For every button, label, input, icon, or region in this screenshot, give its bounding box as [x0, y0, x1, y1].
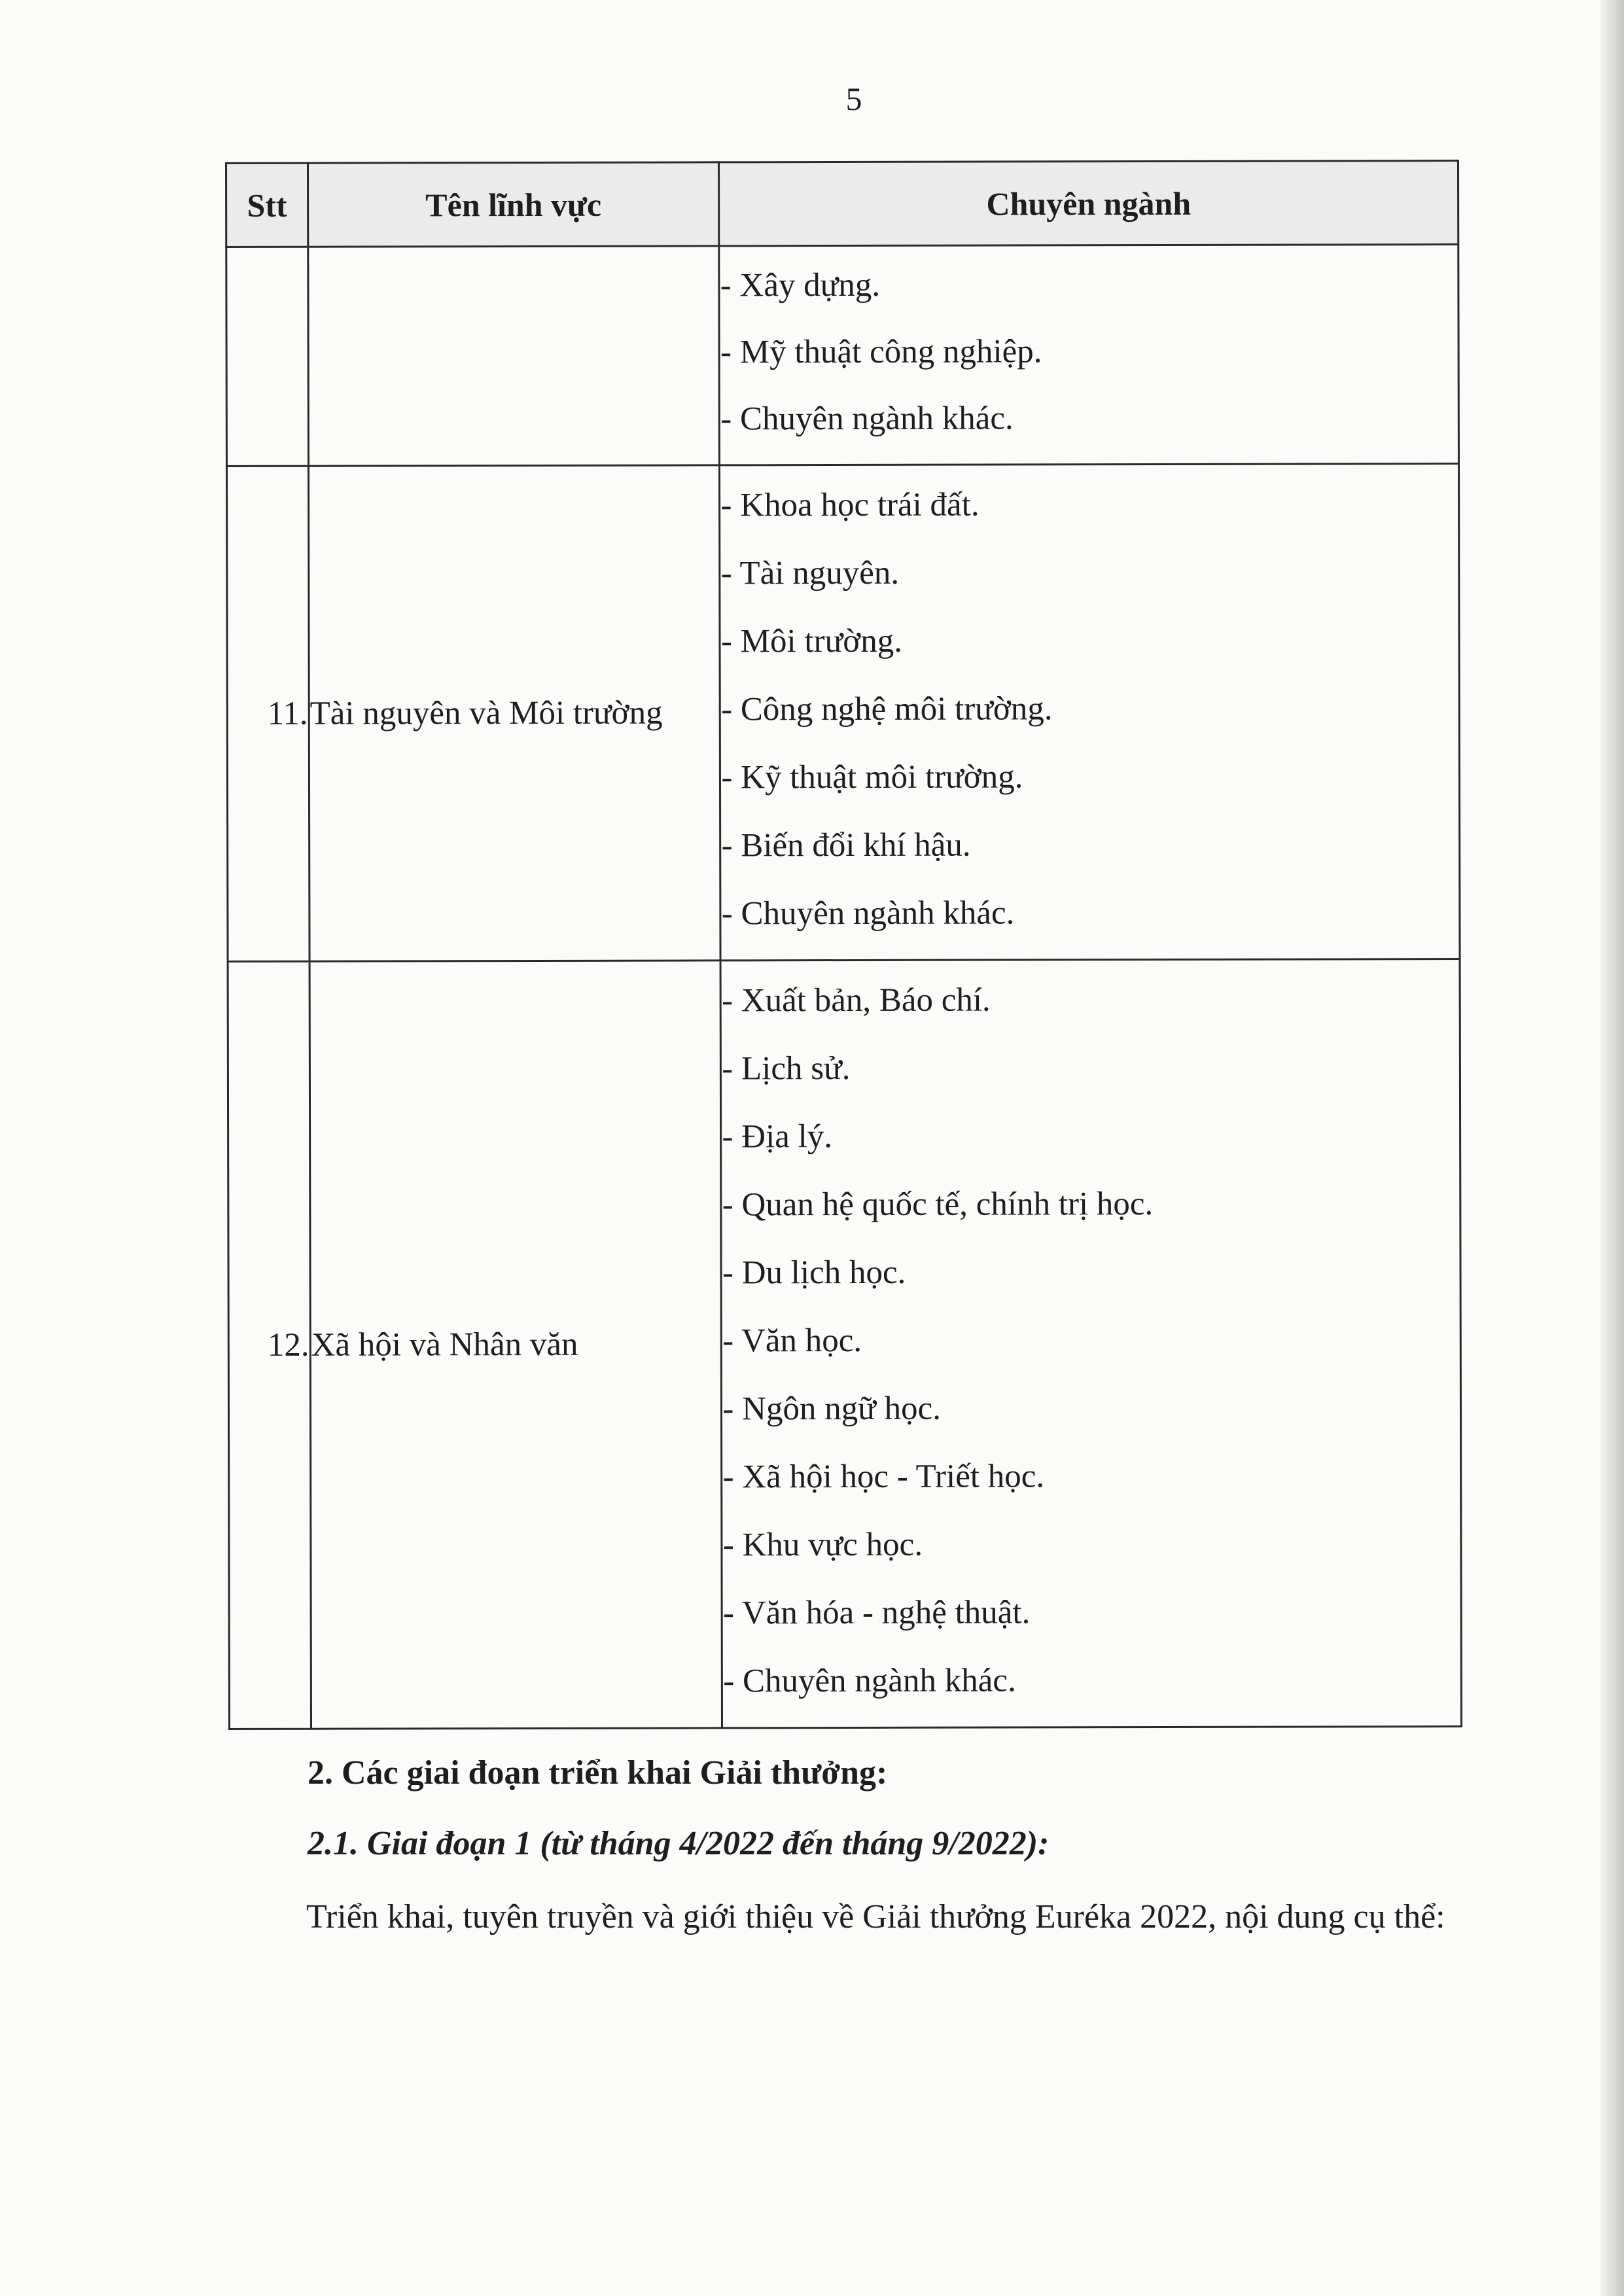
major-item: - Xây dựng.: [720, 266, 881, 304]
major-item: - Địa lý.: [722, 1118, 833, 1156]
major-item: - Khoa học trái đất.: [720, 486, 980, 524]
major-item: - Chuyên ngành khác.: [723, 1662, 1016, 1700]
header-major: Chuyên ngành: [719, 161, 1458, 246]
table-row: [228, 959, 1461, 1729]
table-row: [226, 245, 1459, 467]
header-stt: Stt: [226, 163, 308, 247]
subsection-heading: 2.1. Giai đoạn 1 (từ tháng 4/2022 đến tháng 9/2022):: [308, 1825, 1050, 1862]
major-item: - Xã hội học - Triết học.: [722, 1458, 1045, 1496]
row-field-name: [308, 246, 720, 466]
header-field-name: Tên lĩnh vực: [308, 162, 719, 247]
major-item: - Mỹ thuật công nghiệp.: [720, 333, 1042, 371]
table-row: [226, 464, 1460, 962]
section-heading: 2. Các giai đoạn triển khai Giải thưởng:: [308, 1754, 888, 1792]
major-item: - Chuyên ngành khác.: [721, 894, 1015, 932]
row-majors: [719, 245, 1458, 465]
row-field-name: Tài nguyên và Môi trường: [308, 465, 720, 961]
major-item: - Chuyên ngành khác.: [720, 400, 1014, 438]
major-item: - Xuất bản, Báo chí.: [722, 981, 991, 1019]
major-item: - Du lịch học.: [722, 1254, 906, 1292]
fields-table: [225, 160, 1462, 1730]
row-stt: [226, 247, 309, 466]
scan-page-edge: [1600, 0, 1624, 2296]
row-majors: [720, 464, 1460, 961]
major-item: - Kỹ thuật môi trường.: [721, 758, 1023, 796]
row-field-name: Xã hội và Nhân văn: [309, 961, 722, 1729]
major-item: - Tài nguyên.: [720, 554, 900, 592]
major-item: - Văn học.: [722, 1322, 862, 1360]
major-item: - Lịch sử.: [722, 1050, 851, 1087]
row-stt: 12.: [228, 961, 311, 1729]
body-paragraph: Triển khai, tuyên truyền và giới thiệu về Giải thưởng Euréka 2022, nội dung cụ thể:: [306, 1898, 1445, 1935]
major-item: - Khu vực học.: [722, 1526, 923, 1564]
major-item: - Văn hóa - nghệ thuật.: [722, 1594, 1031, 1632]
table-header-row: [226, 161, 1458, 247]
page-number: 5: [845, 80, 862, 117]
row-majors: [720, 959, 1461, 1728]
major-item: - Ngôn ngữ học.: [722, 1390, 942, 1428]
major-item: - Quan hệ quốc tế, chính trị học.: [722, 1186, 1154, 1224]
major-item: - Biến đổi khí hậu.: [721, 826, 971, 864]
major-item: - Môi trường.: [720, 622, 902, 660]
row-stt: 11.: [226, 466, 309, 961]
major-item: - Công nghệ môi trường.: [721, 690, 1053, 728]
